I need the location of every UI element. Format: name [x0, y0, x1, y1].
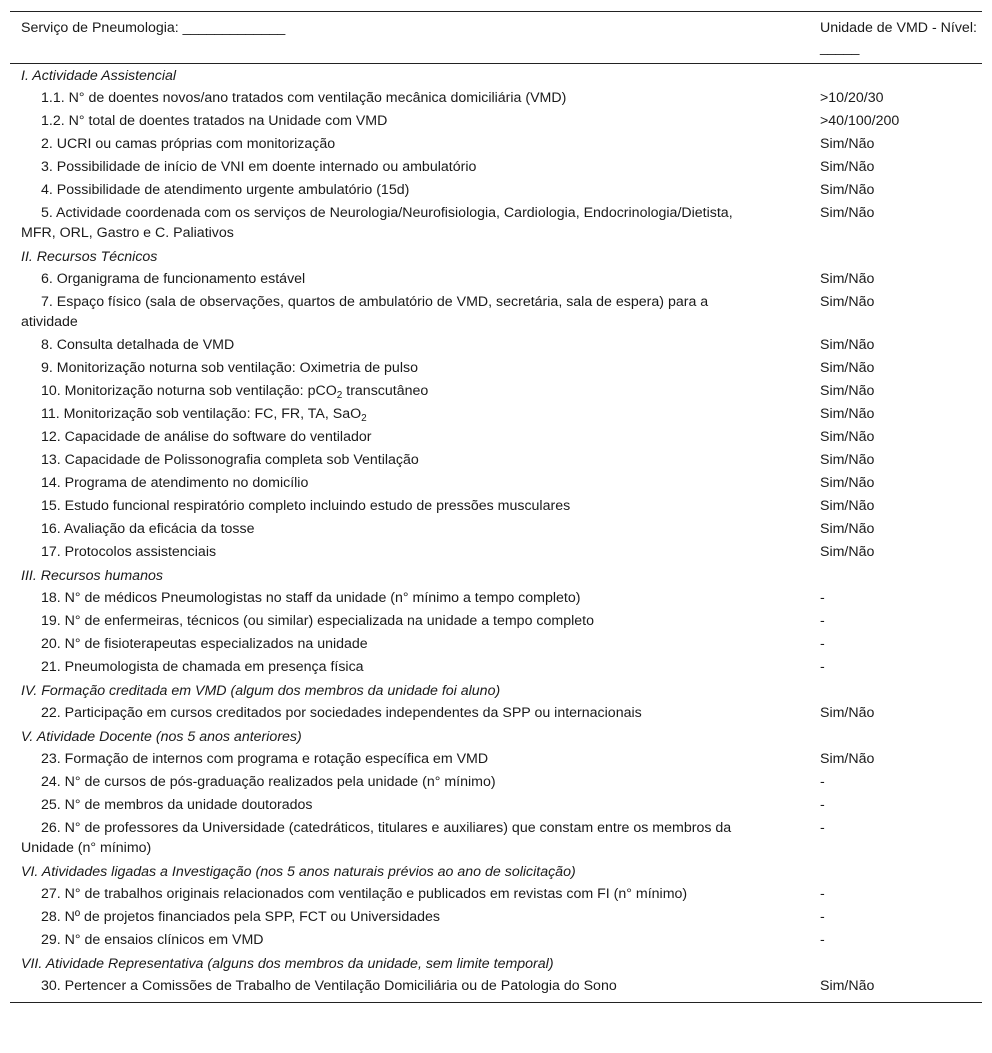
- criterion-text: 5. Actividade coordenada com os serviços de Neurologia/Neurofisiologia, Cardiologia, Endocrinologia/Dietista, MFR, ORL, Gastro e C. Paliativos: [21, 205, 733, 241]
- criterion-text: 2. UCRI ou camas próprias com monitorização: [41, 136, 336, 152]
- criterion-text: 1.1. N° de doentes novos/ano tratados com ventilação mecânica domiciliária (VMD): [41, 90, 567, 106]
- subscript: 2: [361, 413, 367, 424]
- table-body: [10, 64, 982, 1003]
- criterion-text: 7. Espaço físico (sala de observações, quartos de ambulatório de VMD, secretária, sala de espera) para a atividade: [21, 294, 709, 330]
- table-row: [10, 268, 982, 291]
- criterion-value: -: [820, 659, 825, 675]
- criteria-table: [10, 11, 982, 1003]
- table-row: [10, 133, 982, 156]
- criterion-text: 19. N° de enfermeiras, técnicos (ou similar) especializada na unidade a tempo completo: [41, 613, 594, 629]
- criterion-value: Sim/Não: [820, 751, 875, 767]
- table-row: [10, 975, 982, 1003]
- criterion-text: 30. Pertencer a Comissões de Trabalho de Ventilação Domiciliária ou de Patologia do Sono: [41, 978, 617, 994]
- criterion-value: Sim/Não: [820, 337, 875, 353]
- table-row: [10, 633, 982, 656]
- table-row: [10, 883, 982, 906]
- criterion-value: Sim/Não: [820, 978, 875, 994]
- criterion-text: 28. Nº de projetos financiados pela SPP, FCT ou Universidades: [41, 909, 440, 925]
- criterion-text-after: transcutâneo: [342, 383, 429, 399]
- section-heading-row: [10, 564, 982, 587]
- criterion-value: -: [820, 613, 825, 629]
- criterion-value: Sim/Não: [820, 271, 875, 287]
- criterion-text: 29. N° de ensaios clínicos em VMD: [41, 932, 264, 948]
- criterion-value: Sim/Não: [820, 360, 875, 376]
- criterion-text: 22. Participação em cursos creditados por sociedades independentes da SPP ou internacionais: [41, 705, 642, 721]
- criterion-text: 25. N° de membros da unidade doutorados: [41, 797, 313, 813]
- criterion-text: 9. Monitorização noturna sob ventilação: Oximetria de pulso: [41, 360, 418, 376]
- section-heading-row: [10, 245, 982, 268]
- table-row: [10, 794, 982, 817]
- criterion-text: 21. Pneumologista de chamada em presença física: [41, 659, 364, 675]
- section-heading: III. Recursos humanos: [21, 568, 163, 584]
- criterion-text: 27. N° de trabalhos originais relacionados com ventilação e publicados em revistas com FI (n° mínimo): [41, 886, 688, 902]
- table-row: [10, 518, 982, 541]
- criterion-value: -: [820, 909, 825, 925]
- section-heading: VII. Atividade Representativa (alguns dos membros da unidade, sem limite temporal): [21, 956, 554, 972]
- table-row: [10, 771, 982, 794]
- table-row: [10, 380, 982, 403]
- table-row: [10, 87, 982, 110]
- section-heading: VI. Atividades ligadas a Investigação (nos 5 anos naturais prévios ao ano de solicitação): [21, 864, 576, 880]
- table-row: [10, 906, 982, 929]
- criterion-value: -: [820, 774, 825, 790]
- criterion-value: Sim/Não: [820, 705, 875, 721]
- table-row: [10, 179, 982, 202]
- table-row: [10, 110, 982, 133]
- criterion-value: Sim/Não: [820, 475, 875, 491]
- section-heading: V. Atividade Docente (nos 5 anos anteriores): [21, 729, 302, 745]
- criterion-text-main: 10. Monitorização noturna sob ventilação: pCO: [41, 383, 337, 399]
- criterion-text: 13. Capacidade de Polissonografia completa sob Ventilação: [41, 452, 419, 468]
- table-row: [10, 357, 982, 380]
- table-row: [10, 156, 982, 179]
- criterion-text: 6. Organigrama de funcionamento estável: [41, 271, 306, 287]
- table-row: [10, 929, 982, 952]
- criterion-text: 16. Avaliação da eficácia da tosse: [41, 521, 255, 537]
- table-row: [10, 472, 982, 495]
- table-row: [10, 587, 982, 610]
- criterion-text: 15. Estudo funcional respiratório completo incluindo estudo de pressões musculares: [41, 498, 571, 514]
- section-heading: I. Actividade Assistencial: [21, 68, 177, 84]
- subscript: 2: [336, 390, 343, 401]
- criterion-text: [10, 403, 816, 426]
- table-row: [10, 495, 982, 518]
- table-row: [10, 426, 982, 449]
- table-row: [10, 334, 982, 357]
- criterion-value: -: [820, 636, 825, 652]
- criterion-value: -: [820, 590, 825, 606]
- section-heading-row: [10, 860, 982, 883]
- criterion-text-main: 11. Monitorização sob ventilação: FC, FR, TA, SaO: [41, 406, 362, 422]
- criterion-text: 26. N° de professores da Universidade (catedráticos, titulares e auxiliares) que constam entre os membros da Unidade (n° mínimo): [21, 820, 732, 856]
- table-row: [10, 748, 982, 771]
- criterion-text: 4. Possibilidade de atendimento urgente ambulatório (15d): [41, 182, 410, 198]
- criterion-value: Sim/Não: [820, 182, 875, 198]
- section-heading-row: [10, 64, 982, 88]
- table-row: [10, 656, 982, 679]
- criterion-text: 24. N° de cursos de pós-graduação realizados pela unidade (n° mínimo): [41, 774, 496, 790]
- service-label: Serviço de Pneumologia: _____________: [10, 12, 816, 64]
- criterion-value: Sim/Não: [820, 294, 875, 310]
- criterion-value: Sim/Não: [820, 406, 875, 422]
- table-row: [10, 202, 982, 245]
- criterion-text: 18. N° de médicos Pneumologistas no staff da unidade (n° mínimo a tempo completo): [41, 590, 581, 606]
- criterion-text: 14. Programa de atendimento no domicílio: [41, 475, 309, 491]
- criterion-value: Sim/Não: [820, 521, 875, 537]
- section-heading-row: [10, 952, 982, 975]
- criterion-value: Sim/Não: [820, 429, 875, 445]
- criterion-text: 8. Consulta detalhada de VMD: [41, 337, 235, 353]
- header-row: [10, 12, 982, 64]
- table-row: [10, 702, 982, 725]
- criterion-value: >10/20/30: [820, 90, 884, 106]
- section-heading: II. Recursos Técnicos: [21, 249, 158, 265]
- criterion-text: 1.2. N° total de doentes tratados na Unidade com VMD: [41, 113, 388, 129]
- criterion-value: Sim/Não: [820, 498, 875, 514]
- criterion-value: -: [820, 820, 825, 836]
- criterion-value: Sim/Não: [820, 452, 875, 468]
- criterion-value: Sim/Não: [820, 159, 875, 175]
- criterion-value: -: [820, 886, 825, 902]
- criterion-text: 20. N° de fisioterapeutas especializados na unidade: [41, 636, 368, 652]
- table-row: [10, 449, 982, 472]
- criterion-text: 17. Protocolos assistenciais: [41, 544, 217, 560]
- section-heading-row: [10, 679, 982, 702]
- table-row: [10, 817, 982, 860]
- criterion-text: 12. Capacidade de análise do software do ventilador: [41, 429, 372, 445]
- criterion-value: Sim/Não: [820, 383, 875, 399]
- criterion-value: >40/100/200: [820, 113, 900, 129]
- criterion-value: Sim/Não: [820, 205, 875, 221]
- table-row: [10, 291, 982, 334]
- criterion-text: 3. Possibilidade de início de VNI em doente internado ou ambulatório: [41, 159, 477, 175]
- table-row: [10, 610, 982, 633]
- table-row: [10, 403, 982, 426]
- criterion-value: -: [820, 932, 825, 948]
- criterion-value: Sim/Não: [820, 136, 875, 152]
- unit-label: Unidade de VMD - Nível: _____: [816, 12, 982, 64]
- criterion-text: [10, 380, 816, 403]
- section-heading: IV. Formação creditada em VMD (algum dos membros da unidade foi aluno): [21, 683, 501, 699]
- section-heading-row: [10, 725, 982, 748]
- table-row: [10, 541, 982, 564]
- criterion-text: 23. Formação de internos com programa e rotação específica em VMD: [41, 751, 489, 767]
- criterion-value: Sim/Não: [820, 544, 875, 560]
- criterion-value: -: [820, 797, 825, 813]
